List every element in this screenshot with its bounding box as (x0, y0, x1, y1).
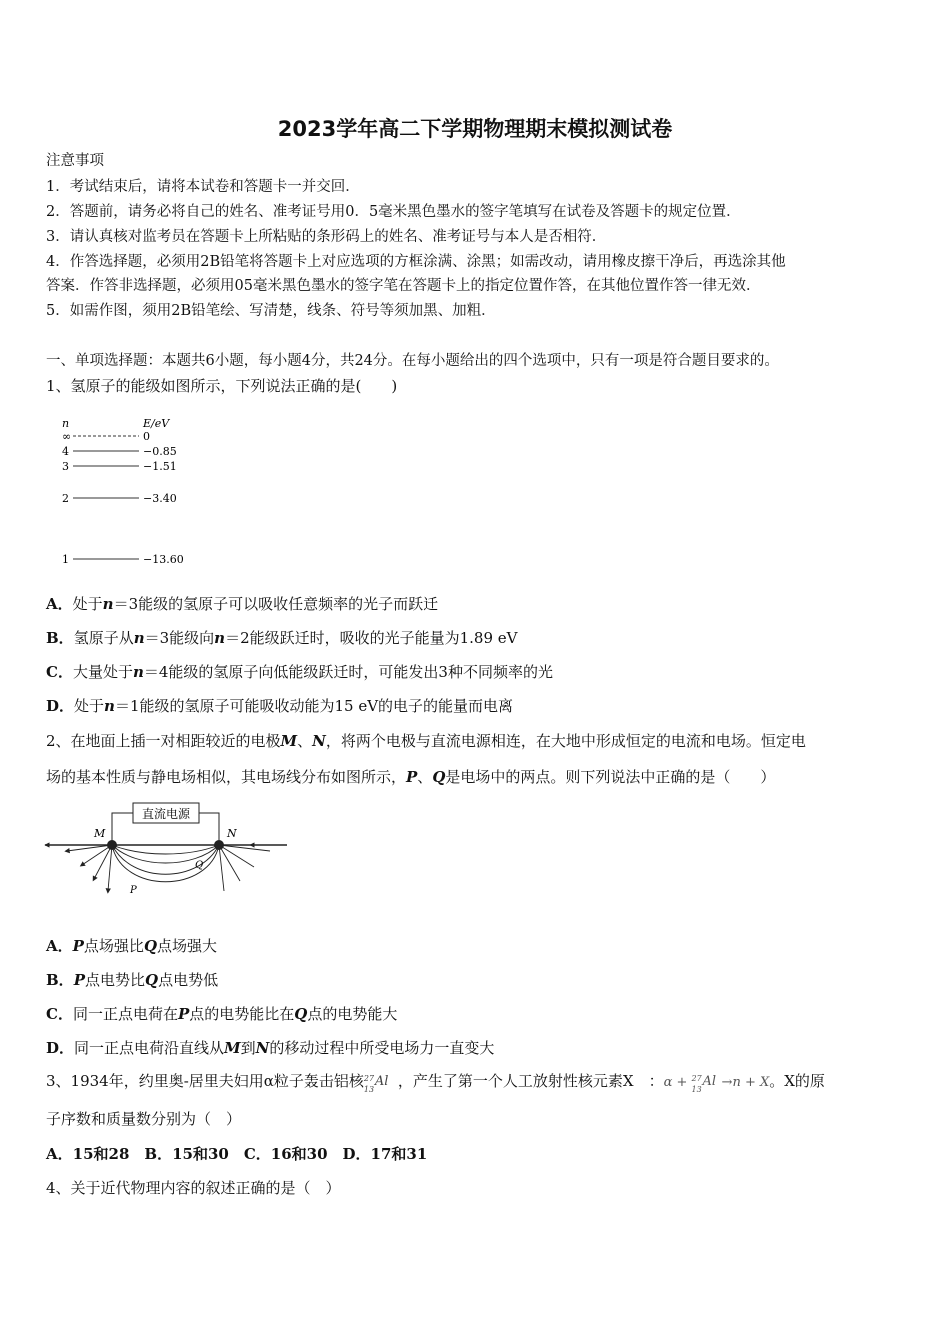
q2-option-d-label: D． (46, 1039, 75, 1057)
q4-stem: 4、关于近代物理内容的叙述正确的是（ ） (46, 1179, 341, 1197)
label-q: Q (195, 860, 204, 871)
q3-nuclide-z: 13 (363, 1085, 375, 1094)
q1-option-d-var: n (104, 697, 115, 715)
q1-option-b-pre: 氢原子从 (73, 629, 134, 647)
q2-stem1-v2: N (312, 732, 326, 750)
q2-option-b-b: 点电势低 (158, 971, 219, 989)
q2-option-a-a: 点场强比 (83, 937, 144, 955)
q1-option-b-var2: n (214, 629, 226, 647)
q2-option-c-v1: P (177, 1005, 190, 1023)
q1-option-a[interactable] (46, 594, 438, 614)
levels-group (62, 430, 184, 566)
q3-eq-nuclide-z: 13 (691, 1085, 702, 1094)
q2-option-b-a: 点电势比 (84, 971, 145, 989)
q1-option-c[interactable] (46, 662, 553, 682)
q2-stem1-c: ，将两个电极与直流电源相连，在大地中形成恒定的电流和电场。恒定电 (325, 732, 806, 750)
q2-stem-line2 (46, 767, 775, 787)
q2-stem-line1 (46, 731, 806, 751)
electric-field-diagram (42, 799, 292, 899)
label-p: P (130, 885, 137, 896)
q2-option-d-v2: N (255, 1039, 270, 1057)
q2-stem2-v2: Q (432, 768, 446, 786)
q2-stem1-v1: M (280, 732, 298, 750)
notice-item-1: 1．考试结束后，请将本试卷和答题卡一并交回． (46, 179, 360, 195)
q2-stem2-v1: P (406, 768, 418, 786)
label-m: M (94, 827, 106, 840)
q2-option-b[interactable] (46, 970, 218, 990)
q3-nuclide-sym: Al (374, 1074, 389, 1089)
q2-option-d-pre: 同一正点电荷沿直线从 (74, 1039, 225, 1057)
q3-text-b: ，产生了第一个人工放射性核元素X ： (397, 1072, 664, 1090)
q1-option-b[interactable] (46, 628, 517, 648)
q3-eq-nuclide (691, 1071, 722, 1094)
q3-eq-a: α + (663, 1075, 692, 1090)
q2-option-b-v1: P (73, 971, 85, 989)
q2-option-d-a: 到 (240, 1039, 256, 1057)
power-source-label: 直流电源 (141, 807, 191, 821)
q2-stem2-c: 是电场中的两点。则下列说法中正确的是（ ） (445, 768, 776, 786)
q3-stem-line1 (46, 1071, 825, 1093)
q3-options[interactable]: A．15和28 B．15和30 C．16和30 D．17和31 (46, 1145, 428, 1163)
q3-text-a: 3、1934年，约里奥-居里夫妇用α粒子轰击铝核 (46, 1072, 364, 1090)
q1-option-d-post: ＝1能级的氢原子可能吸收动能为15 eV的电子的能量而电离 (114, 697, 514, 715)
q1-option-a-post: ＝3能级的氢原子可以吸收任意频率的光子而跃迁 (113, 595, 439, 613)
q2-stem1-a: 2、在地面上插一对相距较近的电极 (46, 732, 281, 750)
q1-option-c-post: ＝4能级的氢原子向低能级跃迁时，可能发出3种不同频率的光 (143, 663, 553, 681)
level-n-2: 3 (62, 460, 69, 473)
energy-axis-label: E/eV (143, 417, 170, 430)
notice-item-4: 4．作答选择题，必须用2B铅笔将答题卡上对应选项的方框涂满、涂黑；如需改动，请用橡皮擦干净后，再选涂其他 (46, 254, 786, 270)
q1-option-c-label: C． (46, 663, 73, 681)
q3-eq-b: →n + X (721, 1075, 770, 1090)
q1-option-d[interactable] (46, 696, 513, 716)
level-energy-1: −0.85 (143, 445, 177, 458)
q2-option-c-a: 点的电势能比在 (189, 1005, 295, 1023)
notice-heading: 注意事项 (46, 153, 104, 169)
q2-option-a-v1: P (72, 937, 84, 955)
q2-stem2-b: 、 (417, 768, 433, 786)
q2-option-d[interactable] (46, 1038, 494, 1058)
q1-option-b-var: n (133, 629, 145, 647)
level-energy-2: −1.51 (143, 460, 177, 473)
q2-option-c[interactable] (46, 1004, 397, 1024)
q1-option-d-pre: 处于 (74, 697, 105, 715)
q2-option-c-pre: 同一正点电荷在 (72, 1005, 178, 1023)
q2-option-d-v1: M (224, 1039, 241, 1057)
q2-option-c-v2: Q (294, 1005, 308, 1023)
q2-option-b-v2: Q (144, 971, 159, 989)
q2-stem2-a: 场的基本性质与静电场相似，其电场线分布如图所示， (46, 768, 407, 786)
q1-option-a-label: A． (46, 595, 73, 613)
q1-option-c-var: n (132, 663, 144, 681)
q1-stem: 1、氢原子的能级如图所示，下列说法正确的是( ) (46, 377, 398, 395)
q2-option-a-label: A． (46, 937, 73, 955)
level-energy-4: −13.60 (143, 553, 184, 566)
field-lines (47, 845, 287, 891)
q3-nuclide-mass: 27 (363, 1074, 375, 1083)
q3-stem-line2: 子序数和质量数分别为（ ） (46, 1110, 242, 1128)
q2-option-a-b: 点场强大 (157, 937, 218, 955)
n-axis-label: n (62, 417, 70, 430)
q1-option-d-label: D． (46, 697, 75, 715)
q1-option-b-mid: ＝3能级向 (144, 629, 215, 647)
q2-option-a[interactable] (46, 936, 217, 956)
level-n-3: 2 (62, 492, 69, 505)
energy-level-diagram (55, 414, 205, 574)
notice-item-2: 2．答题前，请务必将自己的姓名、准考证号用0．5毫米黑色墨水的签字笔填写在试卷及答题卡的规定位置． (46, 204, 741, 220)
wire-left (112, 813, 133, 845)
level-energy-0: 0 (143, 430, 150, 443)
q3-text-c: 。X的原 (769, 1072, 825, 1090)
electrode-n (214, 840, 224, 850)
q3-eq-nuclide-mass: 27 (691, 1074, 702, 1083)
q1-option-c-pre: 大量处于 (72, 663, 133, 681)
q2-option-a-v2: Q (143, 937, 158, 955)
section-heading: 一、单项选择题：本题共6小题，每小题4分，共24分。在每小题给出的四个选项中，只有一项是符合题目要求的。 (46, 353, 779, 369)
label-n: N (227, 827, 237, 840)
q3-eq-nuclide-sym: Al (702, 1074, 717, 1089)
q3-nuclide (363, 1071, 398, 1094)
notice-item-4-cont: 答案．作答非选择题，必须用05毫米黑色墨水的签字笔在答题卡上的指定位置作答，在其他位置作答一律无效． (46, 278, 761, 294)
level-n-0: ∞ (62, 430, 72, 443)
electrode-m (107, 840, 117, 850)
q1-option-a-pre: 处于 (72, 595, 103, 613)
q1-option-b-label: B． (46, 629, 74, 647)
q2-option-d-b: 的移动过程中所受电场力一直变大 (269, 1039, 495, 1057)
q1-option-b-post: ＝2能级跃迁时，吸收的光子能量为1.89 eV (225, 629, 518, 647)
notice-item-5: 5．如需作图，须用2B铅笔绘、写清楚，线条、符号等须加黑、加粗． (46, 303, 496, 319)
level-n-1: 4 (62, 445, 69, 458)
level-energy-3: −3.40 (143, 492, 177, 505)
q1-option-a-var: n (102, 595, 114, 613)
wire-right (199, 813, 219, 845)
page-title: 2023学年高二下学期物理期末模拟测试卷 (277, 117, 673, 141)
level-n-4: 1 (62, 553, 69, 566)
q2-option-c-b: 点的电势能大 (307, 1005, 398, 1023)
q2-stem1-b: 、 (297, 732, 313, 750)
q2-option-b-label: B． (46, 971, 74, 989)
q2-option-c-label: C． (46, 1005, 73, 1023)
notice-item-3: 3．请认真核对监考员在答题卡上所粘贴的条形码上的姓名、准考证号与本人是否相符． (46, 229, 607, 245)
